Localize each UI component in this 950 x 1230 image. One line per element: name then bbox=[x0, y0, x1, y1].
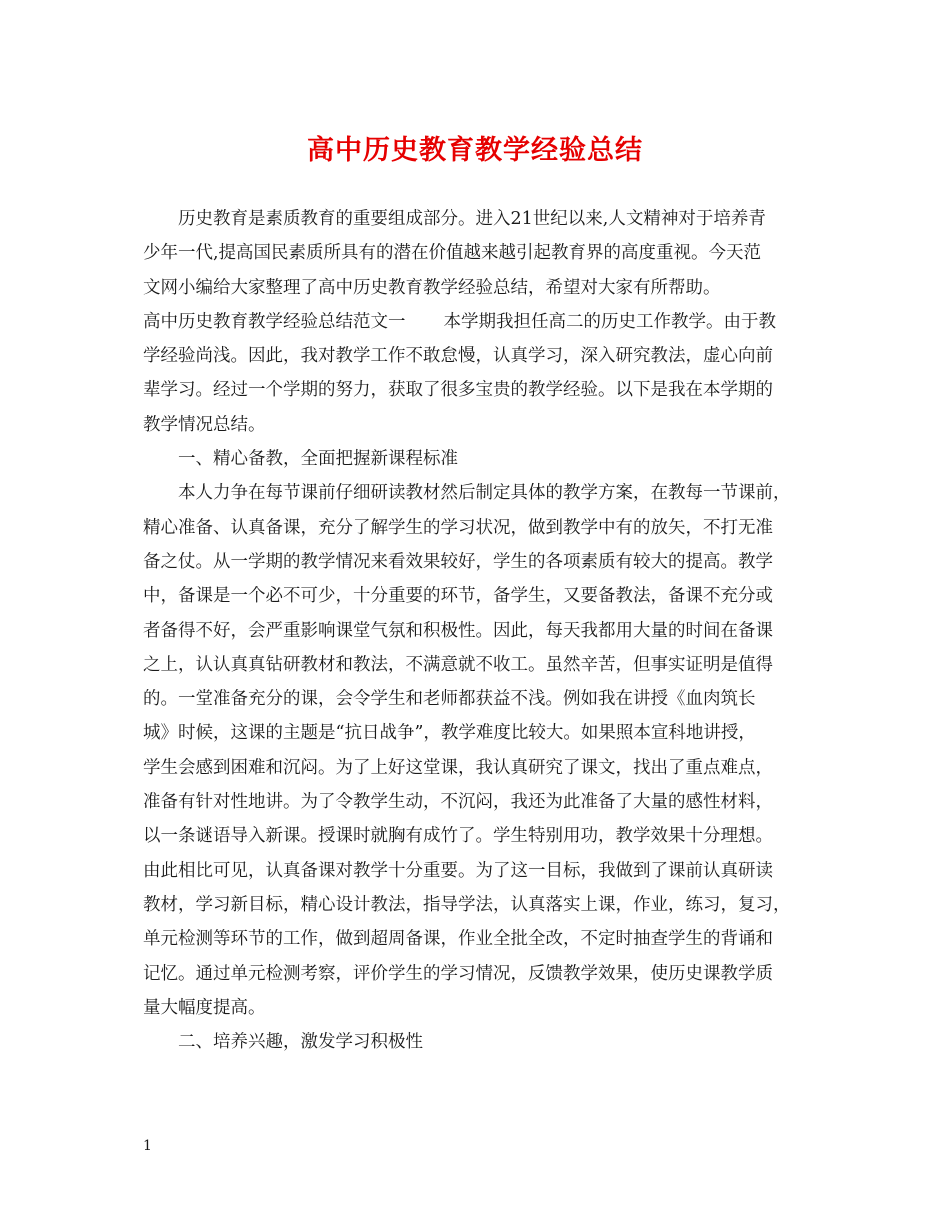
body-line: 以一条谜语导入新课。授课时就胸有成竹了。学生特别用功，教学效果十分理想。 bbox=[143, 826, 773, 847]
body-line: 少年一代,提高国民素质所具有的潜在价值越来越引起教育界的高度重视。今天范 bbox=[143, 243, 762, 264]
body-line: 中，备课是一个必不可少，十分重要的环节，备学生，又要备教法，备课不充分或 bbox=[143, 586, 773, 607]
body-line: 量大幅度提高。 bbox=[143, 997, 266, 1018]
body-line: 单元检测等环节的工作，做到超周备课，作业全批全改，不定时抽查学生的背诵和 bbox=[143, 929, 773, 950]
section-heading-1: 一、精心备教，全面把握新课程标准 bbox=[143, 449, 458, 470]
body-line: 本人力争在每节课前仔细研读教材然后制定具体的教学方案，在教每一节课前， bbox=[143, 483, 791, 504]
body-line: 者备得不好，会严重影响课堂气氛和积极性。因此，每天我都用大量的时间在备课 bbox=[143, 620, 773, 641]
section-heading-2: 二、培养兴趣，激发学习积极性 bbox=[143, 1032, 423, 1053]
body-line: 城》时候，这课的主题是“抗日战争”，教学难度比较大。如果照本宣科地讲授， bbox=[143, 723, 756, 744]
body-line: 辈学习。经过一个学期的努力，获取了很多宝贵的教学经验。以下是我在本学期的 bbox=[143, 380, 773, 401]
document-title: 高中历史教育教学经验总结 bbox=[307, 135, 643, 166]
body-line: 历史教育是素质教育的重要组成部分。进入21世纪以来,人文精神对于培养青 bbox=[143, 209, 766, 229]
body-line: 备之仗。从一学期的教学情况来看效果较好，学生的各项素质有较大的提高。教学 bbox=[143, 551, 773, 572]
body-line: 教学情况总结。 bbox=[143, 414, 266, 435]
page-number: 1 bbox=[143, 1138, 152, 1154]
sample-heading: 高中历史教育教学经验总结范文一 bbox=[143, 311, 406, 332]
body-line: 记忆。通过单元检测考察，评价学生的学习情况，反馈教学效果，使历史课教学质 bbox=[143, 963, 773, 984]
body-line: 的。一堂准备充分的课，会令学生和老师都获益不浅。例如我在讲授《血肉筑长 bbox=[143, 689, 756, 710]
body-line: 准备有针对性地讲。为了令教学生动，不沉闷，我还为此准备了大量的感性材料， bbox=[143, 792, 773, 813]
section-intro-line bbox=[143, 305, 811, 339]
body-line: 由此相比可见，认真备课对教学十分重要。为了这一目标，我做到了课前认真研读 bbox=[143, 860, 773, 881]
body-line: 学生会感到困难和沉闷。为了上好这堂课，我认真研究了课文，找出了重点难点， bbox=[143, 757, 773, 778]
body-line: 学经验尚浅。因此，我对教学工作不敢怠慢，认真学习，深入研究教法，虚心向前 bbox=[143, 346, 773, 367]
body-line: 之上，认认真真钻研教材和教法，不满意就不收工。虽然辛苦，但事实证明是值得 bbox=[143, 654, 773, 675]
document-body bbox=[143, 202, 811, 1059]
body-line: 文网小编给大家整理了高中历史教育教学经验总结，希望对大家有所帮助。 bbox=[143, 277, 721, 298]
sample-intro-text: 本学期我担任高二的历史工作教学。由于教 bbox=[443, 311, 776, 332]
body-line: 教材，学习新目标，精心设计教法，指导学法，认真落实上课，作业，练习，复习， bbox=[143, 894, 791, 915]
body-line: 精心准备、认真备课，充分了解学生的学习状况，做到教学中有的放矢，不打无准 bbox=[143, 517, 773, 538]
